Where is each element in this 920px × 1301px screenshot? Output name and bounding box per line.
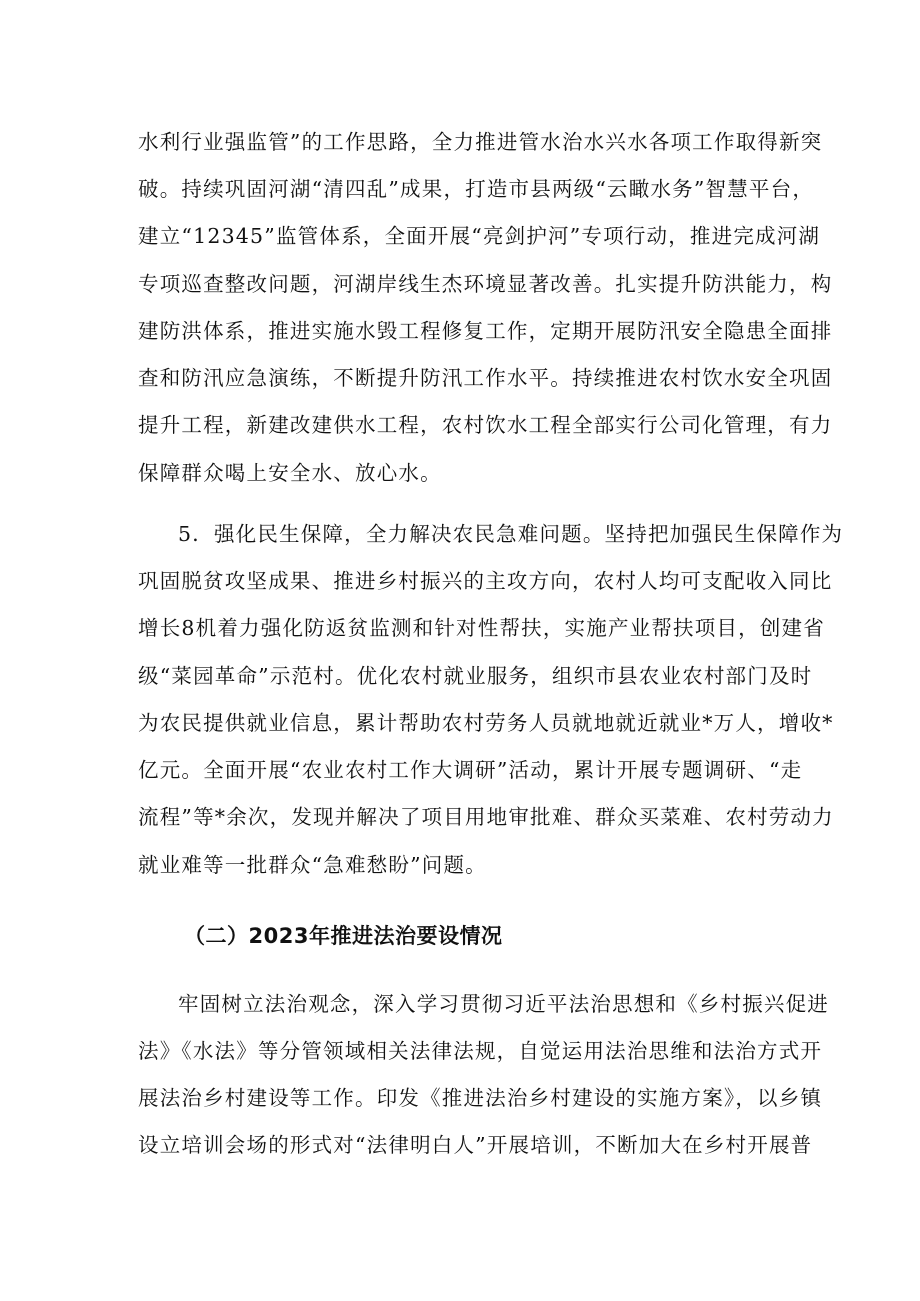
paragraph-1-line: 查和防汛应急演练，不断提升防汛工作水平。持续推进农村饮水安全巩固: [138, 366, 833, 390]
paragraph-1-line: 建立“12345”监管体系，全面开展“亮剑护河”专项行动，推进完成河湖: [138, 224, 821, 248]
paragraph-3-line: 设立培训会场的形式对“法律明白人”开展培训，不断加大在乡村开展普: [138, 1133, 813, 1157]
paragraph-2-line: 5．强化民生保障，全力解决农民急难问题。坚持把加强民生保障作为: [178, 522, 844, 546]
paragraph-3-line: 法》《水法》等分管领域相关法律法规，自觉运用法治思维和法治方式开: [138, 1039, 823, 1063]
paragraph-2-line: 为农民提供就业信息，累计帮助农村劳务人员就地就近就业*万人，增收*: [138, 711, 834, 735]
paragraph-2-line: 就业难等一批群众“急难愁盼”问题。: [138, 853, 487, 877]
paragraph-1-line: 提升工程，新建改建供水工程，农村饮水工程全部实行公司化管理，有力: [138, 413, 833, 437]
paragraph-1-line: 水利行业强监管”的工作思路，全力推进管水治水兴水各项工作取得新突: [138, 130, 823, 154]
paragraph-3-line: 牢固树立法治观念，深入学习贯彻习近平法治思想和《乡村振兴促进: [178, 992, 829, 1016]
paragraph-2-line: 流程”等*余次，发现并解决了项目用地审批难、群众买菜难、农村劳动力: [138, 805, 834, 829]
paragraph-1-line: 专项巡查整改问题，河湖岸线生杰环境显著改善。扎实提升防洪能力，构: [138, 272, 833, 296]
paragraph-3-line: 展法治乡村建设等工作。印发《推进法治乡村建设的实施方案》，以乡镇: [138, 1086, 823, 1110]
paragraph-2-line: 增长8机着力强化防返贫监测和针对性帮扶，实施产业帮扶项目，创建省: [138, 616, 825, 640]
paragraph-2-line: 巩固脱贫攻坚成果、推进乡村振兴的主攻方向，农村人均可支配收入同比: [138, 569, 833, 593]
paragraph-1-line: 建防洪体系，推进实施水毁工程修复工作，定期开展防汛安全隐患全面排: [138, 319, 833, 343]
paragraph-2-line: 级“菜园革命”示范村。优化农村就业服务，组织市县农业农村部门及时: [138, 664, 813, 688]
paragraph-1-line: 保障群众喝上安全水、放心水。: [138, 461, 442, 485]
paragraph-1-line: 破。持续巩固河湖“清四乱”成果，打造市县两级“云瞰水务”智慧平台，: [138, 177, 815, 201]
section-heading: （二）2023年推进法治要设情况: [184, 924, 503, 948]
paragraph-2-line: 亿元。全面开展“农业农村工作大调研”活动，累计开展专题调研、“走: [138, 758, 803, 782]
